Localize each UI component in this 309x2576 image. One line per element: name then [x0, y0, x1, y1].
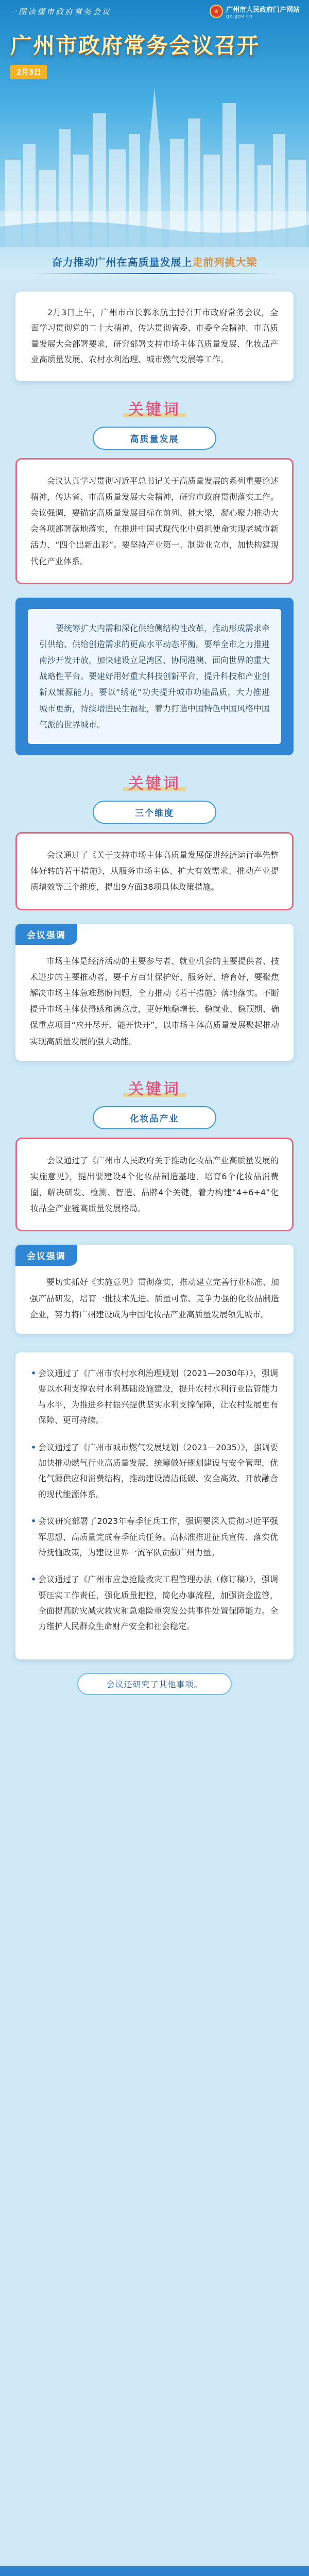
keyword-section-3	[0, 1061, 309, 1138]
other-items-card	[15, 1352, 294, 1659]
decorative-divider	[31, 273, 278, 274]
keyword-section-2	[0, 755, 309, 832]
keyword3-content	[15, 1138, 294, 1232]
intro-card	[15, 292, 294, 381]
list-item: • 会议通过了《广州市农村水利治理规划（2021—2030年）》，强调要以水利支撑农村水利基础设施建设，提升农村水利行业监管能力与水平，为推进乡村振兴提供坚实水利支撑保障，让农村发展更有保障、更可持续。	[31, 1366, 278, 1429]
meeting-emphasis-1	[15, 924, 294, 1061]
intro-text: 2月3日上午，广州市市长郭永航主持召开市政府常务会议，全面学习贯彻党的二十大精神，传达贯彻省委、市委全会精神、市高质量发展大会部署要求，研究部署支持市场主体高质量发展、化妆品产业高质量发展、农村水利治理、城市燃气发展等工作。	[31, 308, 279, 365]
keyword2-content	[15, 832, 294, 910]
city-skyline-illustration	[0, 82, 309, 247]
keyword-heading: 关键词	[123, 771, 186, 793]
keyword1-content	[15, 458, 294, 584]
brand-url: gz.gov.cn	[226, 13, 253, 19]
list-item: • 会议通过了《广州市应急抢险救灾工程管理办法（修订稿）》，强调要压实工作责任，强化质量把控，简化办事流程，加强资金监管，全面提高防灾减灾救灾和急难险重突发公共事件处置保障能力。全力维护人民群众生命财产安全和社会稳定。	[31, 1572, 278, 1635]
hero-banner	[0, 0, 309, 278]
headline	[0, 254, 309, 269]
list-item: • 会议通过了《广州市城市燃气发展规划（2021—2035）》，强调要加快推动燃气行业高质量发展，统筹做好规划建设与安全管理，优化气源供应和消费结构，推动建设清洁低碳、安全高效、开放融合的现代能源体系。	[31, 1440, 278, 1503]
site-brand[interactable]	[210, 4, 300, 19]
keyword-section-1	[0, 381, 309, 458]
emblem-icon: ★	[210, 5, 223, 18]
page-title: 广州市政府常务会议召开	[10, 33, 260, 58]
keyword3-text: 会议通过了《广州市人民政府关于推动化妆品产业高质量发展的实施意见》，提出要建设4个化妆品制造基地，培育6个化妆品消费圈，解决研发、检测、智造、品牌4个关键，着力构建“4+6+4”化妆品全产业链高质量发展格局。	[30, 1155, 279, 1214]
emphasis-tag: 会议强调	[15, 1245, 77, 1266]
keyword1-text: 会议认真学习贯彻习近平总书记关于高质量发展的系列重要论述精神，传达省、市高质量发展大会精神，研究市政府贯彻落实工作。会议强调，要锚定高质量发展目标在前列、挑大梁，凝心聚力推动大会各项部署落地落实，在推进中国式现代化中勇担使命实现老城市新活力、“四个出新出彩”。要坚持产业第一、制造业立市，加快构建现代化产业体系。	[30, 476, 279, 566]
top-bar	[0, 0, 309, 23]
keyword-heading: 关键词	[123, 1076, 186, 1099]
keyword2-text: 会议通过了《关于支持市场主体高质量发展促进经济运行率先整体好转的若干措施》，从服务市场主体、扩大有效需求、推动产业提质增效等三个维度，提出9方面38项具体政策措施。	[30, 850, 279, 892]
footer	[0, 2566, 309, 2576]
brand-name: 广州市人民政府门户网站	[226, 6, 300, 14]
emphasis-tag: 会议强调	[15, 924, 77, 945]
list-item: • 会议研究部署了2023年春季征兵工作，强调要深入贯彻习近平强军思想，高质量完成春季征兵任务。高标准推进征兵宣传、落实优待抚恤政策，为建设世界一流军队贡献广州力量。	[31, 1514, 278, 1561]
other-items-list	[31, 1366, 278, 1635]
meeting-emphasis-2	[15, 1245, 294, 1334]
keyword-pill: 化妆品产业	[93, 1106, 216, 1129]
date-badge: 2月3日	[10, 65, 47, 79]
keyword-heading: 关键词	[123, 397, 186, 419]
headline-highlight: 走前列挑大梁	[192, 256, 258, 268]
keyword-pill: 三个维度	[93, 801, 216, 824]
closing-note: 会议还研究了其他事项。	[77, 1673, 232, 1695]
emphasis-text: 要切实抓好《实施意见》贯彻落实，推动建立完善行业标准、加强产品研发，培育一批技术先进、质量可靠、竞争力强的化妆品制造企业，努力将广州建设成为中国化妆品产业高质量发展领先城市。	[30, 1277, 279, 1319]
emphasis-text: 市场主体是经济活动的主要参与者、就业机会的主要提供者、技术进步的主要推动者，要千方百计保护好、服务好、培育好，要聚焦解决市场主体急难愁盼问题，全力推动《若干措施》落地落实。不断提升市场主体获得感和满意度，更好地稳增长、稳就业、稳预期、确保重点项目“应开尽开、能开快开”，以市场主体高质量发展聚起推动实现高质量发展的强大动能。	[30, 956, 279, 1046]
keyword-pill: 高质量发展	[93, 427, 216, 450]
slogan: 一图读懂市政府常务会议	[9, 7, 112, 16]
keyword1b-text: 要统筹扩大内需和深化供给侧结构性改革，推动形成需求牵引供给、供给创造需求的更高水平动态平衡。要举全市之力推进南沙开发开放，加快建设立足湾区、协同港澳、面向世界的重大战略性平台。要建好用好重大科技创新平台，提升科技和产业创新双策源能力。要以“绣花”功夫提升城市功能品质，大力推进城市更新，持续增进民生福祉，着力打造中国特色中国风格中国气派的世界城市。	[39, 623, 270, 730]
headline-prefix: 奋力推动广州在高质量发展上	[52, 256, 193, 268]
keyword1-continued	[15, 598, 294, 755]
